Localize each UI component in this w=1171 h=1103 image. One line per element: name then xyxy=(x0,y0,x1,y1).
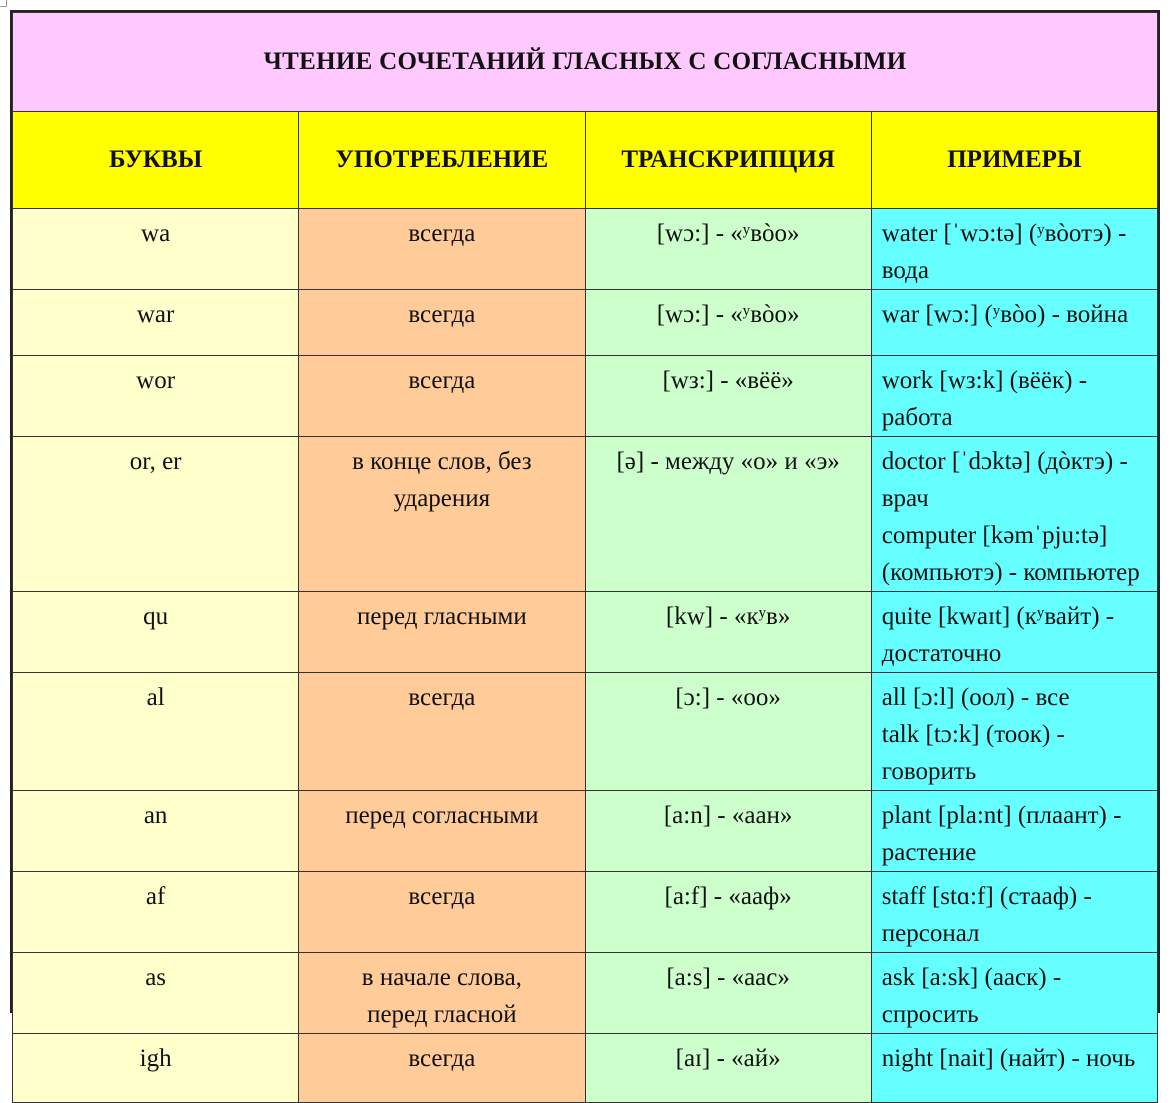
usage-cell: перед гласными xyxy=(299,592,585,673)
letters-cell: wa xyxy=(13,209,299,290)
examples-cell xyxy=(871,356,1157,437)
header-examples: ПРИМЕРЫ xyxy=(871,112,1157,209)
usage-cell: всегда xyxy=(299,1034,585,1103)
example-line: all [ɔ:l] (оол) - все xyxy=(881,684,1070,711)
example-line: night [nait] (найт) - ночь xyxy=(881,1045,1136,1072)
usage-cell: в начале слова, перед гласной xyxy=(299,953,585,1034)
letters-cell: or, er xyxy=(13,437,299,592)
examples-cell xyxy=(871,1034,1157,1103)
example-line: war [wɔ:] (ʸвòо) - война xyxy=(881,301,1129,328)
letters-cell: an xyxy=(13,791,299,872)
transcription-cell: [ə] - между «о» и «э» xyxy=(585,437,871,592)
table-row xyxy=(13,953,1158,1034)
example-line: work [wз:k] (вëëк) - работа xyxy=(881,367,1088,431)
title-row xyxy=(13,13,1158,112)
transcription-cell: [aɪ] - «ай» xyxy=(585,1034,871,1103)
letters-cell: as xyxy=(13,953,299,1034)
example-line: water [ˈwɔ:tə] (ʸвòотэ) - вода xyxy=(881,220,1127,284)
table-row xyxy=(13,791,1158,872)
transcription-cell: [a:f] - «ааф» xyxy=(585,872,871,953)
table-row xyxy=(13,592,1158,673)
transcription-cell: [wз:] - «вëë» xyxy=(585,356,871,437)
table-row xyxy=(13,437,1158,592)
table-row xyxy=(13,673,1158,791)
examples-cell xyxy=(871,673,1157,791)
examples-cell xyxy=(871,872,1157,953)
examples-cell xyxy=(871,791,1157,872)
window-corner-mark xyxy=(0,0,7,7)
usage-cell: в конце слов, без ударения xyxy=(299,437,585,592)
letters-cell: af xyxy=(13,872,299,953)
table-row xyxy=(13,872,1158,953)
example-line: computer [kəmˈpju:tə] (компьютэ) - компьютер xyxy=(881,522,1140,586)
example-line: quite [kwaɪt] (кʸвайт) - достаточно xyxy=(881,603,1115,667)
usage-cell: всегда xyxy=(299,209,585,290)
example-line: staff [stɑ:f] (стааф) - персонал xyxy=(881,883,1092,947)
example-line: ask [a:sk] (ааск) - спросить xyxy=(881,964,1062,1028)
table-row xyxy=(13,1034,1158,1103)
header-usage: УПОТРЕБЛЕНИЕ xyxy=(299,112,585,209)
transcription-cell: [ɔ:] - «оо» xyxy=(585,673,871,791)
vowel-consonant-table-frame xyxy=(10,10,1160,1072)
example-line: talk [tɔ:k] (тоок) - говорить xyxy=(881,721,1065,785)
header-letters: БУКВЫ xyxy=(13,112,299,209)
letters-cell: al xyxy=(13,673,299,791)
usage-cell: всегда xyxy=(299,290,585,356)
transcription-cell: [wɔ:] - «ʸвòо» xyxy=(585,290,871,356)
examples-cell xyxy=(871,592,1157,673)
table-row xyxy=(13,356,1158,437)
table-row xyxy=(13,209,1158,290)
letters-cell: qu xyxy=(13,592,299,673)
letters-cell: wor xyxy=(13,356,299,437)
examples-cell xyxy=(871,437,1157,592)
usage-cell: всегда xyxy=(299,356,585,437)
example-line: plant [pla:nt] (плаант) - растение xyxy=(881,802,1122,866)
usage-cell: всегда xyxy=(299,673,585,791)
vowel-consonant-reading-table xyxy=(12,12,1158,1103)
letters-cell: igh xyxy=(13,1034,299,1103)
transcription-cell: [a:n] - «аан» xyxy=(585,791,871,872)
transcription-cell: [wɔ:] - «ʸвòо» xyxy=(585,209,871,290)
transcription-cell: [a:s] - «аас» xyxy=(585,953,871,1034)
usage-cell: перед согласными xyxy=(299,791,585,872)
example-line: doctor [ˈdɔktə] (дòктэ) - врач xyxy=(881,448,1128,512)
transcription-cell: [kw] - «кʸв» xyxy=(585,592,871,673)
usage-cell: всегда xyxy=(299,872,585,953)
table-row xyxy=(13,290,1158,356)
header-row xyxy=(13,112,1158,209)
header-transcription: ТРАНСКРИПЦИЯ xyxy=(585,112,871,209)
examples-cell xyxy=(871,209,1157,290)
examples-cell xyxy=(871,953,1157,1034)
letters-cell: war xyxy=(13,290,299,356)
examples-cell xyxy=(871,290,1157,356)
table-title: ЧТЕНИЕ СОЧЕТАНИЙ ГЛАСНЫХ С СОГЛАСНЫМИ xyxy=(13,13,1158,112)
